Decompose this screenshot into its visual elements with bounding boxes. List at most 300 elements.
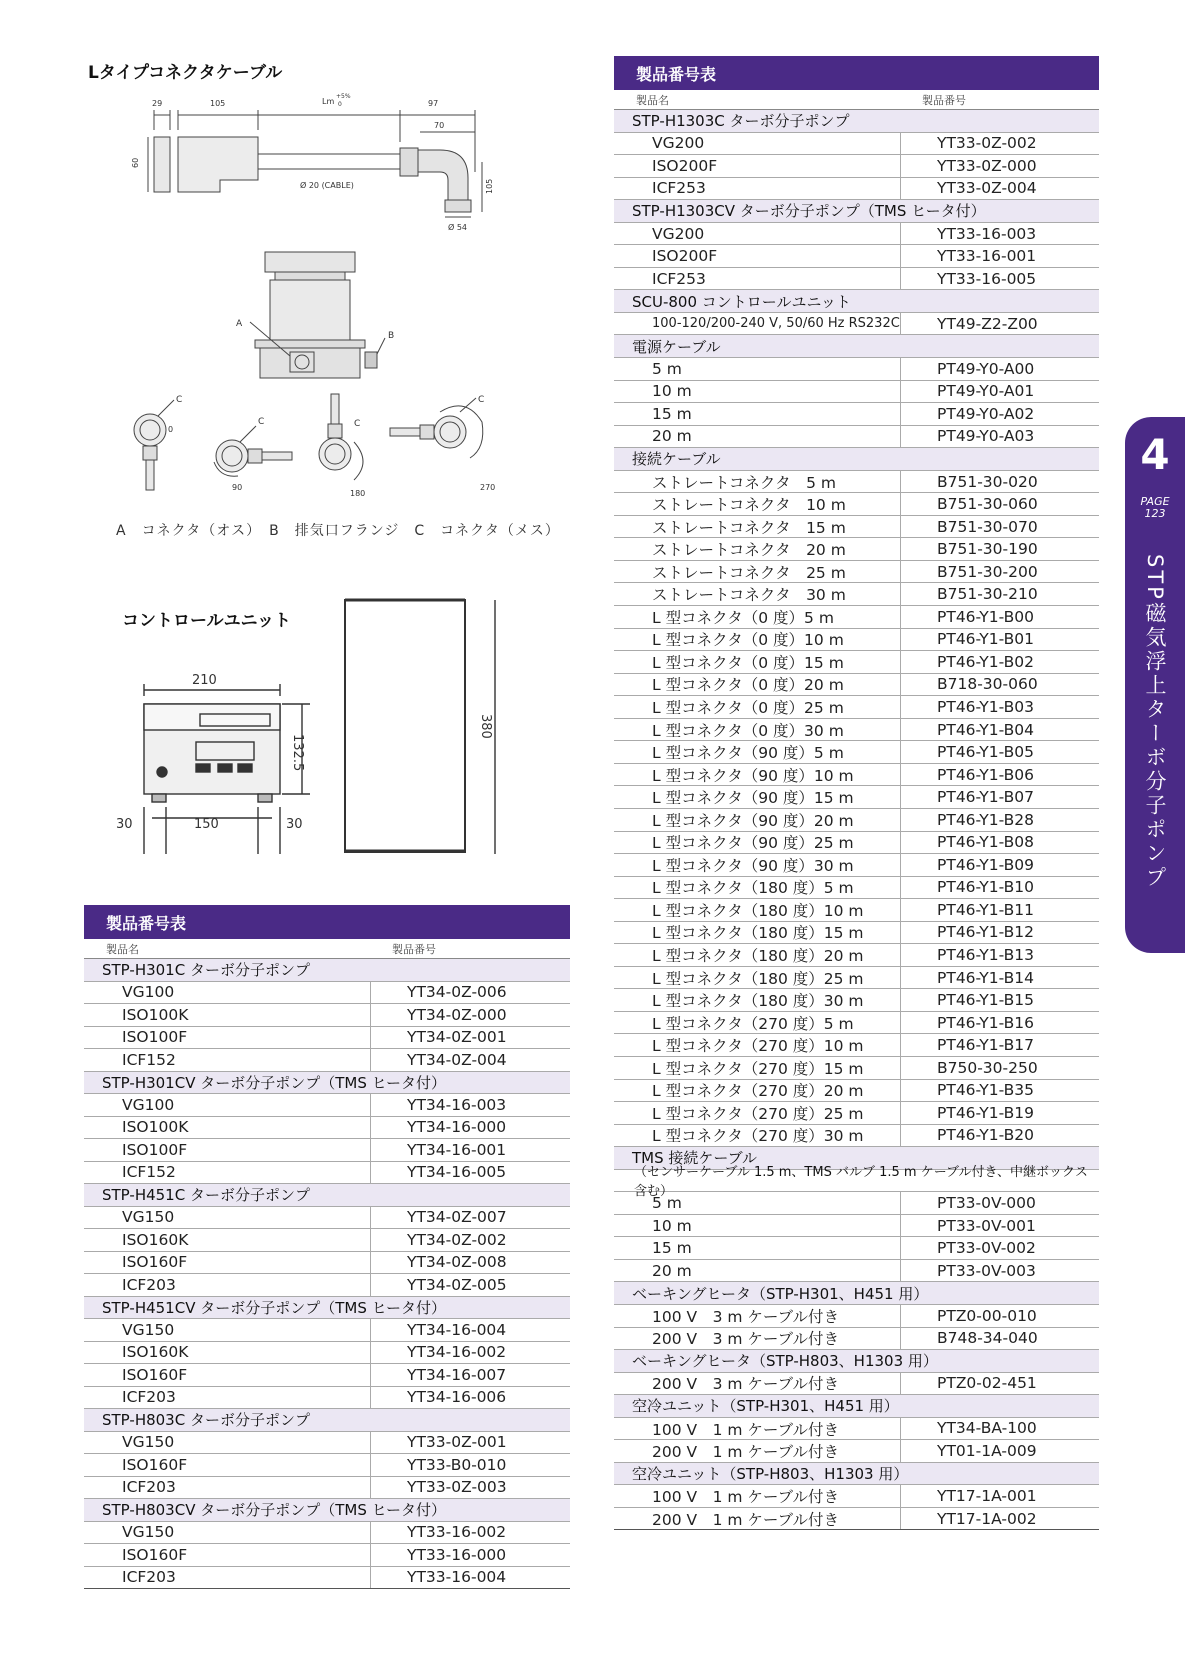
product-number: PTZ0-02-451: [900, 1373, 1037, 1395]
product-number: YT49-Z2-Z00: [900, 313, 1038, 335]
product-number-table-right: [614, 56, 1099, 1530]
group-label: STP-H301C ターボ分子ポンプ: [102, 961, 310, 980]
table-row: [84, 982, 570, 1005]
product-name: L 型コネクタ（90 度）15 m: [652, 789, 854, 808]
product-name: L 型コネクタ（0 度）10 m: [652, 631, 844, 650]
table-row: [614, 1328, 1099, 1351]
product-number: B751-30-210: [900, 583, 1038, 605]
dim-cable: Ø 20 (CABLE): [300, 181, 354, 190]
group-row: [614, 200, 1099, 223]
product-number: PT46-Y1-B01: [900, 629, 1034, 651]
product-name: L 型コネクタ（180 度）5 m: [652, 879, 854, 898]
cu-dim-380: 380: [478, 714, 493, 739]
table-row: [614, 1012, 1099, 1035]
product-name: L 型コネクタ（270 度）25 m: [652, 1104, 864, 1123]
product-number: YT34-0Z-001: [370, 1027, 507, 1049]
table-row: [84, 1522, 570, 1545]
product-name: ISO160F: [122, 1365, 188, 1384]
product-number: YT34-16-006: [370, 1387, 506, 1409]
product-name: L 型コネクタ（270 度）10 m: [652, 1037, 864, 1056]
group-label: STP-H1303C ターボ分子ポンプ: [632, 112, 850, 131]
product-name: ISO100F: [122, 1140, 188, 1159]
group-label: STP-H803C ターボ分子ポンプ: [102, 1411, 310, 1430]
group-row: [84, 1499, 570, 1522]
product-number: YT33-B0-010: [370, 1454, 506, 1476]
product-number: YT33-0Z-004: [900, 178, 1037, 200]
group-row: [84, 1184, 570, 1207]
product-name: L 型コネクタ（270 度）15 m: [652, 1059, 864, 1078]
product-number: YT34-0Z-008: [370, 1252, 507, 1274]
product-number: PT46-Y1-B28: [900, 809, 1034, 831]
table-row: [84, 1567, 570, 1590]
group-label: ベーキングヒータ（STP-H803、H1303 用）: [632, 1352, 938, 1371]
product-number: YT34-BA-100: [900, 1418, 1037, 1440]
product-number: PT49-Y0-A02: [900, 403, 1034, 425]
product-number: YT34-16-007: [370, 1364, 506, 1386]
product-name: 200 V 3 m ケーブル付き: [652, 1375, 840, 1394]
product-number: YT33-0Z-000: [900, 155, 1037, 177]
column-header-row: [84, 939, 570, 959]
product-number: PT46-Y1-B05: [900, 741, 1034, 763]
product-number: YT34-16-004: [370, 1319, 506, 1341]
product-number: YT34-0Z-006: [370, 982, 507, 1004]
product-number: PT46-Y1-B02: [900, 651, 1034, 673]
dim-105: 105: [210, 99, 226, 108]
angle-270: 270: [480, 483, 496, 492]
product-number: YT33-16-000: [370, 1544, 506, 1566]
table-row: [614, 1260, 1099, 1283]
dim-lm: Lm: [322, 97, 335, 106]
table-row: [614, 1485, 1099, 1508]
table-row: [84, 1432, 570, 1455]
product-name: 10 m: [652, 382, 692, 401]
table-row: [614, 155, 1099, 178]
product-name: ISO160K: [122, 1230, 189, 1249]
orientation-drawings: [110, 392, 530, 502]
product-number: PT49-Y0-A01: [900, 381, 1034, 403]
table-row: [614, 832, 1099, 855]
product-name: L 型コネクタ（0 度）5 m: [652, 608, 834, 627]
product-name: VG150: [122, 1208, 175, 1227]
product-number: PT46-Y1-B17: [900, 1034, 1034, 1056]
table-row: [614, 358, 1099, 381]
product-number: YT33-0Z-002: [900, 133, 1037, 155]
group-row: [614, 110, 1099, 133]
product-number: PT49-Y0-A00: [900, 358, 1034, 380]
product-number: YT34-16-003: [370, 1094, 506, 1116]
group-label: SCU-800 コントロールユニット: [632, 292, 851, 311]
product-name: ICF203: [122, 1478, 176, 1497]
label-b: B: [388, 331, 395, 341]
product-number: PT46-Y1-B09: [900, 854, 1034, 876]
group-row: [614, 335, 1099, 358]
group-row: [84, 1297, 570, 1320]
cu-dim-30-left: 30: [116, 817, 133, 832]
product-name: 200 V 3 m ケーブル付き: [652, 1330, 840, 1349]
product-name: ストレートコネクタ 25 m: [652, 563, 846, 582]
product-name: ISO160F: [122, 1253, 188, 1272]
product-name: L 型コネクタ（180 度）30 m: [652, 992, 864, 1011]
group-label: TMS 接続ケーブル: [632, 1149, 758, 1168]
table-row: [614, 899, 1099, 922]
product-name: L 型コネクタ（270 度）30 m: [652, 1127, 864, 1146]
pump-drawing: [230, 246, 400, 386]
product-name: ストレートコネクタ 5 m: [652, 473, 836, 492]
table-row: [614, 1215, 1099, 1238]
table-row: [614, 583, 1099, 606]
product-number: PT46-Y1-B08: [900, 832, 1034, 854]
table-row: [614, 1237, 1099, 1260]
table-body: [614, 110, 1099, 1530]
product-name: L 型コネクタ（180 度）20 m: [652, 947, 864, 966]
table-row: [84, 1162, 570, 1185]
product-name: L 型コネクタ（0 度）15 m: [652, 653, 844, 672]
product-name: ICF152: [122, 1050, 176, 1069]
product-name: L 型コネクタ（180 度）25 m: [652, 969, 864, 988]
product-number: YT01-1A-009: [900, 1440, 1037, 1462]
group-label: ベーキングヒータ（STP-H301、H451 用）: [632, 1284, 929, 1303]
table-row: [614, 403, 1099, 426]
table-row: [84, 1454, 570, 1477]
table-row: [84, 1387, 570, 1410]
product-number: B751-30-070: [900, 516, 1038, 538]
table-row: [614, 741, 1099, 764]
product-name: ISO200F: [652, 156, 718, 175]
product-number: YT34-16-002: [370, 1342, 506, 1364]
table-row: [84, 1049, 570, 1072]
product-number: B748-34-040: [900, 1328, 1038, 1350]
product-name: L 型コネクタ（0 度）20 m: [652, 676, 844, 695]
table-row: [614, 245, 1099, 268]
cu-dim-210: 210: [192, 673, 217, 688]
table-row: [614, 1373, 1099, 1396]
cu-dim-30-right: 30: [286, 817, 303, 832]
table-row: [614, 516, 1099, 539]
product-name: ISO160F: [122, 1545, 188, 1564]
product-name: ISO100F: [122, 1028, 188, 1047]
product-number: PT46-Y1-B35: [900, 1080, 1034, 1102]
group-label: STP-H451C ターボ分子ポンプ: [102, 1186, 310, 1205]
table-row: [614, 1080, 1099, 1103]
product-number: PT46-Y1-B07: [900, 786, 1034, 808]
group-row: [84, 1072, 570, 1095]
product-number: B751-30-020: [900, 471, 1038, 493]
page-label: PAGE: [1140, 495, 1170, 508]
product-number: YT34-0Z-004: [370, 1049, 507, 1071]
control-unit-title: コントロールユニット: [122, 611, 291, 631]
product-number: PT46-Y1-B12: [900, 922, 1034, 944]
dim-105v: 105: [485, 178, 494, 194]
page-value: 123: [1144, 507, 1166, 520]
table-title: 製品番号表: [614, 56, 1099, 90]
product-name: VG200: [652, 224, 705, 243]
product-name: ISO160K: [122, 1343, 189, 1362]
page-number: [1125, 496, 1185, 520]
group-row: [614, 448, 1099, 471]
table-row: [614, 178, 1099, 201]
product-number: PT46-Y1-B10: [900, 877, 1034, 899]
column-header-row: [614, 90, 1099, 110]
table-row: [84, 1274, 570, 1297]
table-row: [614, 989, 1099, 1012]
product-number: YT33-0Z-001: [370, 1432, 507, 1454]
product-name: L 型コネクタ（180 度）10 m: [652, 901, 864, 920]
table-row: [84, 1094, 570, 1117]
product-number: B751-30-190: [900, 538, 1038, 560]
product-name: 200 V 1 m ケーブル付き: [652, 1443, 840, 1462]
product-name: VG150: [122, 1433, 175, 1452]
dim-lm-tol-top: +5%: [336, 93, 351, 100]
table-row: [614, 809, 1099, 832]
table-row: [614, 922, 1099, 945]
table-row: [614, 1440, 1099, 1463]
group-row: [84, 959, 570, 982]
product-number: PT46-Y1-B00: [900, 606, 1034, 628]
group-label: 空冷ユニット（STP-H803、H1303 用）: [632, 1465, 909, 1484]
product-name: L 型コネクタ（0 度）30 m: [652, 721, 844, 740]
dim-70: 70: [434, 121, 445, 130]
product-number: YT17-1A-001: [900, 1485, 1037, 1507]
product-number: YT33-16-002: [370, 1522, 506, 1544]
product-number: PTZ0-00-010: [900, 1305, 1037, 1327]
group-label: 空冷ユニット（STP-H301、H451 用）: [632, 1397, 899, 1416]
product-name: ISO100K: [122, 1118, 189, 1137]
product-number: PT33-0V-003: [900, 1260, 1036, 1282]
table-row: [614, 651, 1099, 674]
product-number: PT33-0V-002: [900, 1237, 1036, 1259]
group-label: STP-H1303CV ターボ分子ポンプ（TMS ヒータ付）: [632, 202, 986, 221]
table-row: [84, 1207, 570, 1230]
table-row: [84, 1004, 570, 1027]
table-row: [614, 493, 1099, 516]
group-row: [614, 1282, 1099, 1305]
product-number: YT34-0Z-005: [370, 1274, 507, 1296]
product-name: 200 V 1 m ケーブル付き: [652, 1510, 840, 1529]
table-row: [614, 223, 1099, 246]
table-row: [84, 1027, 570, 1050]
group-label: 接続ケーブル: [632, 450, 721, 469]
product-number: YT34-0Z-007: [370, 1207, 507, 1229]
l-cable-drawing: [130, 92, 550, 252]
table-row: [614, 696, 1099, 719]
group-row: [614, 1395, 1099, 1418]
product-number: PT46-Y1-B16: [900, 1012, 1034, 1034]
product-name: L 型コネクタ（270 度）5 m: [652, 1014, 854, 1033]
angle-0: 0: [168, 425, 174, 434]
col-number-header: 製品番号: [392, 942, 436, 956]
table-title: 製品番号表: [84, 905, 570, 939]
table-row: [614, 313, 1099, 336]
control-unit-drawing: [110, 592, 550, 874]
note-row: [614, 1165, 1099, 1200]
note-text: （センサーケーブル 1.5 m、TMS バルブ 1.5 m ケーブル付き、中継ボックス含む）: [634, 1165, 1088, 1200]
product-name: ICF203: [122, 1388, 176, 1407]
product-name: VG150: [122, 1320, 175, 1339]
table-row: [84, 1117, 570, 1140]
dim-29: 29: [152, 99, 163, 108]
product-number: B751-30-060: [900, 493, 1038, 515]
group-row: [84, 1409, 570, 1432]
table-row: [84, 1319, 570, 1342]
table-row: [84, 1544, 570, 1567]
table-row: [84, 1364, 570, 1387]
cu-dim-132-5: 132.5: [290, 734, 305, 772]
product-name: L 型コネクタ（180 度）15 m: [652, 924, 864, 943]
product-name: ISO160F: [122, 1455, 188, 1474]
table-row: [614, 606, 1099, 629]
product-name: VG100: [122, 983, 175, 1002]
product-number: B751-30-200: [900, 561, 1038, 583]
product-name: 15 m: [652, 404, 692, 423]
product-number: YT34-16-001: [370, 1139, 506, 1161]
product-name: 100 V 1 m ケーブル付き: [652, 1420, 840, 1439]
product-number: PT49-Y0-A03: [900, 426, 1034, 448]
col-number-header: 製品番号: [922, 93, 966, 107]
product-name: L 型コネクタ（90 度）25 m: [652, 834, 854, 853]
product-number: B718-30-060: [900, 674, 1038, 696]
product-number: PT46-Y1-B06: [900, 764, 1034, 786]
product-name: VG200: [652, 134, 705, 153]
table-row: [614, 1125, 1099, 1148]
product-name: L 型コネクタ（90 度）10 m: [652, 766, 854, 785]
product-number: PT46-Y1-B13: [900, 944, 1034, 966]
label-c-270: C: [478, 395, 485, 405]
l-cable-title: Lタイプコネクタケーブル: [88, 63, 283, 83]
table-row: [84, 1477, 570, 1500]
product-number: YT17-1A-002: [900, 1508, 1037, 1530]
product-name: ICF253: [652, 269, 706, 288]
product-name: 100-120/200-240 V, 50/60 Hz RS232C: [652, 316, 900, 332]
table-row: [614, 967, 1099, 990]
product-name: ICF152: [122, 1163, 176, 1182]
product-name: VG150: [122, 1523, 175, 1542]
product-name: 20 m: [652, 1261, 692, 1280]
product-name: 100 V 1 m ケーブル付き: [652, 1488, 840, 1507]
connector-legend: A コネクタ（オス） B 排気口フランジ C コネクタ（メス）: [116, 523, 560, 539]
table-row: [614, 629, 1099, 652]
product-name: ストレートコネクタ 15 m: [652, 518, 846, 537]
product-number-table-left: [84, 905, 570, 1589]
dim-lm-tol-bottom: 0: [338, 101, 342, 108]
table-row: [614, 538, 1099, 561]
product-name: 10 m: [652, 1216, 692, 1235]
product-name: 100 V 3 m ケーブル付き: [652, 1307, 840, 1326]
label-c-90: C: [258, 417, 265, 427]
cu-dim-150: 150: [194, 817, 219, 832]
product-number: YT34-16-005: [370, 1162, 506, 1184]
table-row: [614, 1057, 1099, 1080]
product-name: ストレートコネクタ 30 m: [652, 586, 846, 605]
product-number: PT46-Y1-B20: [900, 1125, 1034, 1147]
dim-60: 60: [131, 157, 140, 168]
product-name: ISO200F: [652, 247, 718, 266]
table-body: [84, 959, 570, 1589]
product-number: YT34-16-000: [370, 1117, 506, 1139]
label-c-0: C: [176, 395, 183, 405]
product-name: ICF253: [652, 179, 706, 198]
table-row: [84, 1342, 570, 1365]
table-row: [614, 786, 1099, 809]
angle-90: 90: [232, 483, 243, 492]
product-name: 5 m: [652, 359, 682, 378]
product-name: L 型コネクタ（90 度）20 m: [652, 811, 854, 830]
product-number: YT33-0Z-003: [370, 1477, 507, 1499]
product-name: ICF203: [122, 1275, 176, 1294]
product-name: ISO100K: [122, 1005, 189, 1024]
product-name: VG100: [122, 1095, 175, 1114]
label-a: A: [236, 319, 243, 329]
product-name: L 型コネクタ（270 度）20 m: [652, 1082, 864, 1101]
table-row: [614, 764, 1099, 787]
group-row: [614, 290, 1099, 313]
product-name: ストレートコネクタ 10 m: [652, 496, 846, 515]
table-row: [614, 1418, 1099, 1441]
group-row: [614, 1463, 1099, 1486]
product-number: PT46-Y1-B15: [900, 989, 1034, 1011]
table-row: [84, 1139, 570, 1162]
table-row: [614, 854, 1099, 877]
product-number: YT34-0Z-000: [370, 1004, 507, 1026]
table-row: [614, 1508, 1099, 1531]
product-name: ストレートコネクタ 20 m: [652, 541, 846, 560]
label-c-180: C: [354, 419, 361, 429]
table-row: [84, 1229, 570, 1252]
product-name: 20 m: [652, 427, 692, 446]
table-row: [614, 1192, 1099, 1215]
table-row: [614, 381, 1099, 404]
product-number: B750-30-250: [900, 1057, 1038, 1079]
product-name: 5 m: [652, 1194, 682, 1213]
table-row: [614, 268, 1099, 291]
table-row: [614, 426, 1099, 449]
angle-180: 180: [350, 489, 366, 498]
group-label: STP-H803CV ターボ分子ポンプ（TMS ヒータ付）: [102, 1501, 447, 1520]
table-row: [614, 1102, 1099, 1125]
product-number: YT33-16-004: [370, 1567, 506, 1589]
chapter-side-title: STP磁気浮上ターボ分子ポンプ: [1143, 554, 1167, 890]
product-number: PT46-Y1-B11: [900, 899, 1034, 921]
dim-97: 97: [428, 99, 439, 108]
product-number: YT33-16-003: [900, 223, 1036, 245]
product-name: L 型コネクタ（90 度）5 m: [652, 744, 844, 763]
product-name: L 型コネクタ（90 度）30 m: [652, 856, 854, 875]
product-number: YT33-16-005: [900, 268, 1036, 290]
table-row: [614, 719, 1099, 742]
group-label: STP-H451CV ターボ分子ポンプ（TMS ヒータ付）: [102, 1298, 447, 1317]
table-row: [614, 561, 1099, 584]
table-row: [614, 877, 1099, 900]
table-row: [614, 133, 1099, 156]
table-row: [614, 471, 1099, 494]
product-number: YT34-0Z-002: [370, 1229, 507, 1251]
product-number: PT46-Y1-B14: [900, 967, 1034, 989]
product-number: PT46-Y1-B04: [900, 719, 1034, 741]
dim-54: Ø 54: [448, 223, 468, 232]
product-number: PT33-0V-000: [900, 1192, 1036, 1214]
col-name-header: 製品名: [106, 942, 139, 956]
product-number: YT33-16-001: [900, 245, 1036, 267]
table-row: [614, 944, 1099, 967]
group-label: 電源ケーブル: [632, 337, 721, 356]
table-row: [614, 674, 1099, 697]
product-number: PT46-Y1-B19: [900, 1102, 1034, 1124]
table-row: [614, 1034, 1099, 1057]
group-label: STP-H301CV ターボ分子ポンプ（TMS ヒータ付）: [102, 1073, 447, 1092]
chapter-number: 4: [1140, 430, 1170, 479]
col-name-header: 製品名: [636, 93, 669, 107]
product-number: PT33-0V-001: [900, 1215, 1036, 1237]
product-name: ICF203: [122, 1568, 176, 1587]
